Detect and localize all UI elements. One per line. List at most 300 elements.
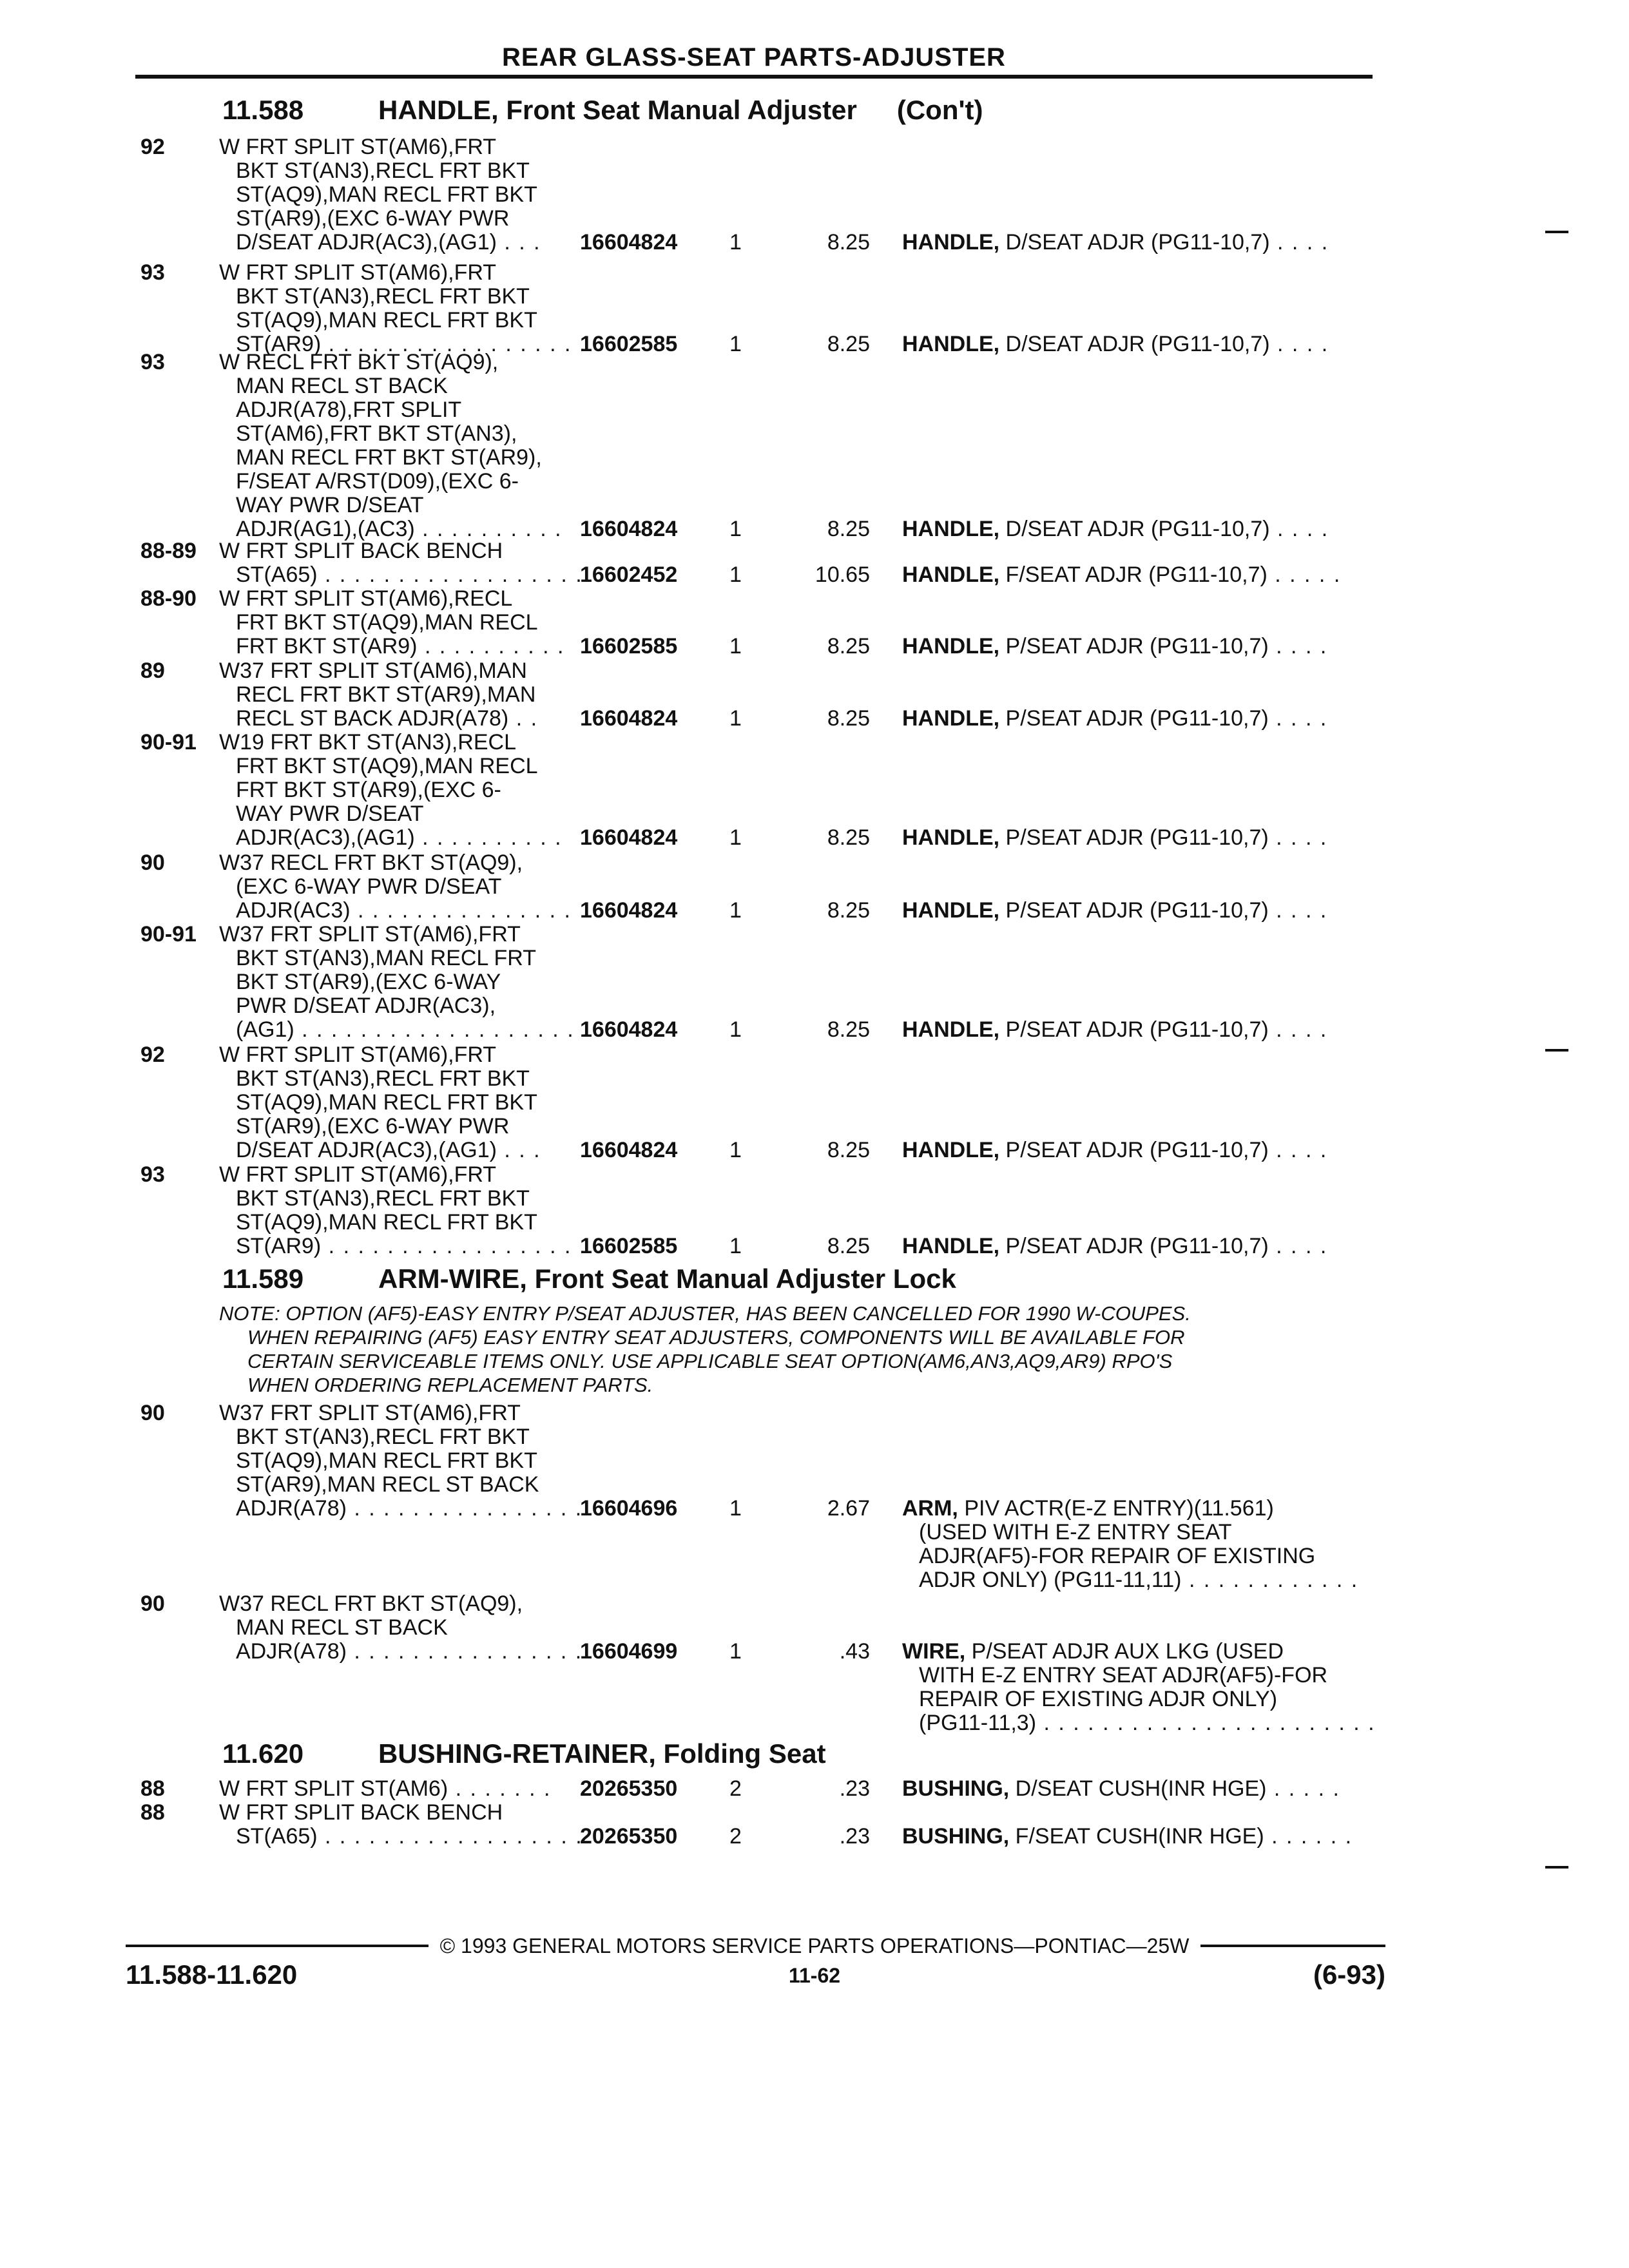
quantity: 1 — [729, 1496, 742, 1521]
part-number: 16604824 — [580, 230, 678, 255]
description-text: W FRT SPLIT BACK BENCH — [219, 539, 503, 563]
description-line — [219, 994, 580, 1018]
part-name-text: P/SEAT ADJR (PG11-10,7) — [999, 634, 1269, 658]
quantity: 1 — [729, 1017, 742, 1042]
description-text: W37 FRT SPLIT ST(AM6),FRT — [219, 1401, 521, 1425]
part-number: 20265350 — [580, 1776, 678, 1801]
description-line — [219, 446, 580, 470]
model-year: 88 — [140, 1800, 165, 1825]
part-number: 16604824 — [580, 1138, 678, 1162]
description-text: W FRT SPLIT ST(AM6) — [219, 1776, 448, 1801]
price: .23 — [839, 1776, 870, 1801]
description-line — [219, 1592, 580, 1616]
description-line — [219, 1091, 580, 1115]
description-text: W37 FRT SPLIT ST(AM6),FRT — [219, 922, 521, 947]
part-name-line — [902, 1497, 1379, 1521]
price: 8.25 — [827, 825, 870, 850]
description-text: ADJR(A78) — [236, 1639, 347, 1664]
part-name-line — [902, 1825, 1379, 1849]
description-text: WAY PWR D/SEAT — [236, 493, 424, 517]
dot-leader: . . . . . . . . . . . . . . . . . . — [317, 562, 583, 587]
description-text: FRT BKT ST(AR9),(EXC 6- — [236, 778, 501, 802]
section-note — [219, 1302, 1373, 1397]
model-year: 90-91 — [140, 730, 197, 754]
part-name — [902, 707, 1379, 731]
part-name-text: F/SEAT CUSH(INR HGE) — [1009, 1824, 1264, 1849]
quantity: 1 — [729, 1234, 742, 1258]
model-year: 90-91 — [140, 922, 197, 947]
description-line — [219, 1234, 587, 1258]
part-name-text: P/SEAT ADJR (PG11-10,7) — [999, 1017, 1269, 1042]
dot-leader: . . . . . . . . . . — [417, 634, 565, 658]
part-name — [902, 1777, 1379, 1801]
section-continued: (Con't) — [896, 95, 983, 125]
dot-leader: . . . . . . . . . . . . . . . . . . — [321, 1234, 587, 1258]
description-text: PWR D/SEAT ADJR(AC3), — [236, 994, 496, 1018]
description-line — [219, 1425, 580, 1449]
description-text: W FRT SPLIT ST(AM6),FRT — [219, 1043, 497, 1067]
usage-description — [219, 135, 580, 255]
part-number: 16604824 — [580, 898, 678, 923]
part-number: 20265350 — [580, 1824, 678, 1849]
section-title: HANDLE, Front Seat Manual Adjuster — [378, 95, 857, 125]
dot-leader: . . . . . . . . . . . . . . . . — [346, 1639, 583, 1664]
part-noun: HANDLE, — [902, 230, 1000, 255]
part-number: 16602585 — [580, 634, 678, 658]
dot-leader: . . . . . . . . . . — [414, 825, 563, 850]
usage-description — [219, 659, 580, 731]
note-line: CERTAIN SERVICEABLE ITEMS ONLY. USE APPLICABLE SEAT OPTION(AM6,AN3,AQ9,AR9) RPO'S — [247, 1350, 1173, 1372]
dot-leader: . . . . — [1268, 825, 1328, 850]
description-text: ST(AQ9),MAN RECL FRT BKT — [236, 1210, 537, 1235]
margin-mark — [1545, 1049, 1568, 1052]
description-line — [219, 970, 580, 994]
part-name-line — [902, 1777, 1379, 1801]
part-name-text: P/SEAT ADJR (PG11-10,7) — [999, 1138, 1269, 1162]
usage-description — [219, 1777, 580, 1801]
description-line — [219, 183, 580, 207]
dot-leader: . . . . — [1268, 1138, 1328, 1162]
description-text: (AG1) — [236, 1017, 294, 1042]
section-number: 11.589 — [222, 1264, 304, 1294]
model-year: 89 — [140, 658, 165, 683]
description-line — [219, 1639, 583, 1664]
description-text: FRT BKT ST(AR9) — [236, 634, 418, 658]
description-line — [219, 754, 580, 778]
part-number: 16602585 — [580, 1234, 678, 1258]
part-noun: ARM, — [902, 1496, 958, 1521]
part-number: 16604696 — [580, 1496, 678, 1521]
part-name-text: ADJR ONLY) (PG11-11,11) — [919, 1568, 1182, 1592]
dot-leader: . . . . — [1269, 517, 1329, 541]
description-line — [219, 1187, 580, 1211]
section-number: 11.588 — [222, 95, 304, 125]
description-text: ADJR(AC3),(AG1) — [236, 825, 415, 850]
dot-leader: . . . . . . . . . . . . . . . . . . — [317, 1824, 583, 1849]
margin-mark — [1545, 231, 1568, 233]
description-line — [219, 1801, 580, 1825]
price: 8.25 — [827, 332, 870, 356]
model-year: 88-89 — [140, 539, 197, 563]
dot-leader: . . . . . — [1267, 562, 1342, 587]
part-noun: HANDLE, — [902, 1017, 1000, 1042]
part-name-text: WITH E-Z ENTRY SEAT ADJR(AF5)-FOR — [919, 1663, 1328, 1687]
description-text: BKT ST(AN3),RECL FRT BKT — [236, 1066, 530, 1091]
part-name-text: P/SEAT ADJR (PG11-10,7) — [999, 898, 1269, 923]
part-name — [902, 1497, 1379, 1592]
description-line — [219, 135, 580, 159]
price: 8.25 — [827, 634, 870, 658]
description-text: BKT ST(AR9),(EXC 6-WAY — [236, 970, 501, 994]
price: 8.25 — [827, 1017, 870, 1042]
usage-description — [219, 922, 590, 1042]
dot-leader: . . . . — [1268, 706, 1328, 731]
part-name-text: F/SEAT ADJR (PG11-10,7) — [999, 562, 1268, 587]
part-name — [902, 231, 1379, 255]
part-name-line — [902, 826, 1379, 850]
description-line — [219, 635, 580, 658]
description-text: D/SEAT ADJR(AC3),(AG1) — [236, 230, 497, 255]
price: .23 — [839, 1824, 870, 1849]
part-noun: HANDLE, — [902, 706, 1000, 731]
part-name-line — [902, 635, 1379, 658]
model-year: 90 — [140, 1591, 165, 1616]
model-year: 93 — [140, 350, 165, 374]
part-number: 16604824 — [580, 517, 678, 541]
part-name — [902, 826, 1379, 850]
dot-leader: . . . . . . . . . . . . . . . . — [346, 1496, 583, 1521]
description-text: W37 RECL FRT BKT ST(AQ9), — [219, 1591, 523, 1616]
description-text: (EXC 6-WAY PWR D/SEAT — [236, 874, 502, 899]
dot-leader: . . . . — [1268, 1234, 1328, 1258]
model-year: 90 — [140, 1401, 165, 1425]
description-text: ST(AQ9),MAN RECL FRT BKT — [236, 1090, 537, 1115]
copyright-text: © 1993 GENERAL MOTORS SERVICE PARTS OPERATIONS—PONTIAC—25W — [429, 1933, 1201, 1959]
quantity: 1 — [729, 230, 742, 255]
part-name — [902, 1018, 1379, 1042]
part-name-text: P/SEAT ADJR (PG11-10,7) — [999, 1234, 1269, 1258]
description-line — [219, 611, 580, 635]
part-name-line — [902, 1640, 1379, 1664]
description-text: ADJR(AC3) — [236, 898, 351, 923]
description-text: ST(AQ9),MAN RECL FRT BKT — [236, 182, 537, 207]
footer-section-range: 11.588-11.620 — [126, 1959, 298, 1990]
part-number: 16604824 — [580, 825, 678, 850]
description-line — [219, 1616, 580, 1640]
part-number: 16604699 — [580, 1639, 678, 1664]
usage-description — [219, 1162, 587, 1258]
dot-leader: . . . . . . . . . . . . — [1181, 1568, 1359, 1592]
model-year: 88 — [140, 1776, 165, 1801]
description-line — [219, 1824, 583, 1849]
part-name — [902, 1825, 1379, 1849]
description-line — [219, 517, 580, 541]
part-name-line — [902, 332, 1379, 356]
description-text: FRT BKT ST(AQ9),MAN RECL — [236, 610, 538, 635]
description-line — [219, 1473, 580, 1497]
price: 8.25 — [827, 1138, 870, 1162]
section-heading-11-589 — [222, 1263, 956, 1295]
description-text: BKT ST(AN3),RECL FRT BKT — [236, 159, 530, 183]
part-name-text: (PG11-11,3) — [919, 1711, 1037, 1735]
description-line — [219, 1449, 580, 1473]
part-name-line — [902, 1521, 1379, 1544]
description-text: ST(AR9) — [236, 1234, 322, 1258]
description-text: D/SEAT ADJR(AC3),(AG1) — [236, 1138, 497, 1162]
part-name-line — [902, 707, 1379, 731]
part-number: 16602452 — [580, 562, 678, 587]
description-text: ST(AR9),MAN RECL ST BACK — [236, 1472, 539, 1497]
part-noun: BUSHING, — [902, 1824, 1010, 1849]
part-noun: HANDLE, — [902, 825, 1000, 850]
description-text: BKT ST(AN3),RECL FRT BKT — [236, 284, 530, 309]
description-line — [219, 802, 580, 826]
part-name-text: REPAIR OF EXISTING ADJR ONLY) — [919, 1687, 1278, 1711]
part-noun: HANDLE, — [902, 1234, 1000, 1258]
section-heading-11-620 — [222, 1738, 826, 1770]
quantity: 1 — [729, 706, 742, 731]
part-name-text: D/SEAT CUSH(INR HGE) — [1009, 1776, 1267, 1801]
quantity: 1 — [729, 825, 742, 850]
dot-leader: . . . . — [1268, 898, 1328, 923]
part-name-text: PIV ACTR(E-Z ENTRY)(11.561) — [958, 1496, 1274, 1521]
description-line — [219, 207, 580, 231]
description-line — [219, 351, 580, 374]
part-name-line — [902, 1687, 1379, 1711]
description-text: ST(AR9),(EXC 6-WAY PWR — [236, 206, 510, 231]
description-line — [219, 539, 580, 563]
section-number: 11.620 — [222, 1738, 304, 1769]
description-text: ADJR(AG1),(AC3) — [236, 517, 415, 541]
description-line — [219, 494, 580, 517]
price: 8.25 — [827, 517, 870, 541]
description-line — [219, 309, 580, 332]
description-line — [219, 1401, 580, 1425]
dot-leader: . . . . . . . — [448, 1776, 552, 1801]
model-year: 93 — [140, 1162, 165, 1187]
description-line — [219, 285, 580, 309]
part-name-line — [902, 1664, 1379, 1687]
part-name — [902, 635, 1379, 658]
description-line — [219, 422, 580, 446]
part-name — [902, 899, 1379, 923]
dot-leader: . . . . . — [1266, 1776, 1340, 1801]
description-line — [219, 731, 580, 754]
dot-leader: . . . . . . . . . . . . . . . . . . . . . . . — [1036, 1711, 1376, 1735]
description-text: F/SEAT A/RST(D09),(EXC 6- — [236, 469, 519, 494]
price: 8.25 — [827, 1234, 870, 1258]
part-name-text: P/SEAT ADJR (PG11-10,7) — [999, 706, 1269, 731]
quantity: 1 — [729, 332, 742, 356]
description-text: W37 FRT SPLIT ST(AM6),MAN — [219, 658, 527, 683]
usage-description — [219, 1591, 583, 1664]
part-name-text: ADJR(AF5)-FOR REPAIR OF EXISTING — [919, 1544, 1316, 1568]
part-number: 16604824 — [580, 706, 678, 731]
description-line — [219, 159, 580, 183]
description-text: RECL ST BACK ADJR(A78) — [236, 706, 509, 731]
part-noun: WIRE, — [902, 1639, 966, 1664]
dot-leader: . . . — [496, 1138, 541, 1162]
note-line: WHEN REPAIRING (AF5) EASY ENTRY SEAT ADJUSTERS, COMPONENTS WILL BE AVAILABLE FOR — [247, 1326, 1185, 1349]
description-text: W FRT SPLIT ST(AM6),FRT — [219, 1162, 497, 1187]
section-title: BUSHING-RETAINER, Folding Seat — [378, 1738, 826, 1769]
description-line — [219, 1139, 580, 1162]
part-name-line — [902, 899, 1379, 923]
part-name-text: D/SEAT ADJR (PG11-10,7) — [999, 230, 1270, 255]
description-line — [219, 1067, 580, 1091]
part-name-line — [902, 231, 1379, 255]
description-text: ST(AR9) — [236, 332, 322, 356]
quantity: 1 — [729, 898, 742, 923]
description-line — [219, 1496, 583, 1521]
dot-leader: . . . . — [1268, 1017, 1328, 1042]
description-text: RECL FRT BKT ST(AR9),MAN — [236, 682, 536, 707]
part-name — [902, 1139, 1379, 1162]
description-text: MAN RECL ST BACK — [236, 1615, 448, 1640]
description-line — [219, 587, 580, 611]
description-line — [219, 261, 580, 285]
part-name-text: P/SEAT ADJR (PG11-10,7) — [999, 825, 1269, 850]
part-name — [902, 1235, 1379, 1258]
part-number: 16602585 — [580, 332, 678, 356]
description-line — [219, 562, 583, 587]
quantity: 2 — [729, 1824, 742, 1849]
description-line — [219, 851, 580, 875]
part-name — [902, 1640, 1379, 1735]
usage-description — [219, 1043, 580, 1162]
part-name — [902, 517, 1379, 541]
description-line — [219, 778, 580, 802]
dot-leader: . . . . — [1268, 634, 1328, 658]
description-line — [219, 947, 580, 970]
section-heading-11-588 — [222, 94, 983, 126]
part-name-line — [902, 1018, 1379, 1042]
description-text: ST(AM6),FRT BKT ST(AN3), — [236, 421, 517, 446]
section-title: ARM-WIRE, Front Seat Manual Adjuster Lock — [378, 1264, 956, 1294]
part-name-line — [902, 1711, 1379, 1735]
description-line — [219, 826, 580, 850]
page-header — [135, 40, 1373, 79]
description-text: W FRT SPLIT ST(AM6),FRT — [219, 135, 497, 159]
part-name-line — [902, 1544, 1379, 1568]
part-number: 16604824 — [580, 1017, 678, 1042]
description-text: ST(AQ9),MAN RECL FRT BKT — [236, 1448, 537, 1473]
dot-leader: . . . . — [1269, 332, 1329, 356]
price: 10.65 — [815, 562, 870, 587]
dot-leader: . . . . . . — [1264, 1824, 1353, 1849]
description-text: W37 RECL FRT BKT ST(AQ9), — [219, 850, 523, 875]
dot-leader: . . . . . . . . . . — [414, 517, 563, 541]
description-text: BKT ST(AN3),MAN RECL FRT — [236, 946, 536, 970]
description-text: MAN RECL ST BACK — [236, 374, 448, 398]
part-noun: BUSHING, — [902, 1776, 1010, 1801]
description-text: W FRT SPLIT BACK BENCH — [219, 1800, 503, 1825]
description-line — [219, 470, 580, 494]
description-line — [219, 683, 580, 707]
description-line — [219, 923, 580, 947]
description-text: W FRT SPLIT ST(AM6),FRT — [219, 260, 497, 285]
part-name-line — [902, 1235, 1379, 1258]
description-text: ST(A65) — [236, 1824, 318, 1849]
description-text: ST(AR9),(EXC 6-WAY PWR — [236, 1114, 510, 1139]
description-text: ST(A65) — [236, 562, 318, 587]
description-text: ST(AQ9),MAN RECL FRT BKT — [236, 308, 537, 332]
page-title: REAR GLASS-SEAT PARTS-ADJUSTER — [502, 43, 1006, 72]
quantity: 2 — [729, 1776, 742, 1801]
description-line — [219, 1777, 580, 1801]
part-noun: HANDLE, — [902, 517, 1000, 541]
dot-leader: . . . . — [1269, 230, 1329, 255]
usage-description — [219, 351, 580, 541]
part-name-text: (USED WITH E-Z ENTRY SEAT — [919, 1520, 1232, 1544]
part-noun: HANDLE, — [902, 1138, 1000, 1162]
usage-description — [219, 539, 583, 587]
description-line — [219, 707, 580, 731]
description-text: MAN RECL FRT BKT ST(AR9), — [236, 445, 542, 470]
description-line — [219, 899, 580, 923]
description-line — [219, 1115, 580, 1139]
footer-copyright — [0, 1933, 1629, 1959]
part-name-text: D/SEAT ADJR (PG11-10,7) — [999, 332, 1270, 356]
model-year: 92 — [140, 135, 165, 159]
price: 2.67 — [827, 1496, 870, 1521]
dot-leader: . . . . . . . . . . . . . . . — [350, 898, 572, 923]
description-text: FRT BKT ST(AQ9),MAN RECL — [236, 754, 538, 778]
quantity: 1 — [729, 634, 742, 658]
footer-date: (6-93) — [1313, 1959, 1385, 1990]
description-text: ADJR(A78) — [236, 1496, 347, 1521]
usage-description — [219, 587, 580, 658]
quantity: 1 — [729, 1639, 742, 1664]
part-name-line — [902, 563, 1379, 587]
part-noun: HANDLE, — [902, 634, 1000, 658]
dot-leader: . . — [508, 706, 539, 731]
description-text: BKT ST(AN3),RECL FRT BKT — [236, 1186, 530, 1211]
part-name-line — [902, 1568, 1379, 1592]
usage-description — [219, 1800, 583, 1849]
part-name-text: P/SEAT ADJR AUX LKG (USED — [965, 1639, 1284, 1664]
description-line — [219, 398, 580, 422]
footer-page-number: 11-62 — [788, 1964, 841, 1987]
price: .43 — [839, 1639, 870, 1664]
description-line — [219, 1017, 590, 1042]
dot-leader: . . . — [496, 230, 541, 255]
part-name-line — [902, 1139, 1379, 1162]
usage-description — [219, 260, 587, 356]
quantity: 1 — [729, 517, 742, 541]
quantity: 1 — [729, 562, 742, 587]
part-name — [902, 563, 1379, 587]
description-text: ADJR(A78),FRT SPLIT — [236, 398, 462, 422]
price: 8.25 — [827, 230, 870, 255]
part-name-text: D/SEAT ADJR (PG11-10,7) — [999, 517, 1270, 541]
part-noun: HANDLE, — [902, 562, 1000, 587]
quantity: 1 — [729, 1138, 742, 1162]
part-name — [902, 332, 1379, 356]
description-text: W RECL FRT BKT ST(AQ9), — [219, 350, 499, 374]
margin-mark — [1545, 1866, 1568, 1869]
usage-description — [219, 1401, 583, 1521]
part-name-line — [902, 517, 1379, 541]
description-line — [219, 1211, 580, 1235]
usage-description — [219, 731, 580, 850]
part-noun: HANDLE, — [902, 898, 1000, 923]
description-text: W19 FRT BKT ST(AN3),RECL — [219, 730, 516, 754]
price: 8.25 — [827, 706, 870, 731]
description-text: BKT ST(AN3),RECL FRT BKT — [236, 1425, 530, 1449]
description-line — [219, 659, 580, 683]
usage-description — [219, 851, 580, 923]
